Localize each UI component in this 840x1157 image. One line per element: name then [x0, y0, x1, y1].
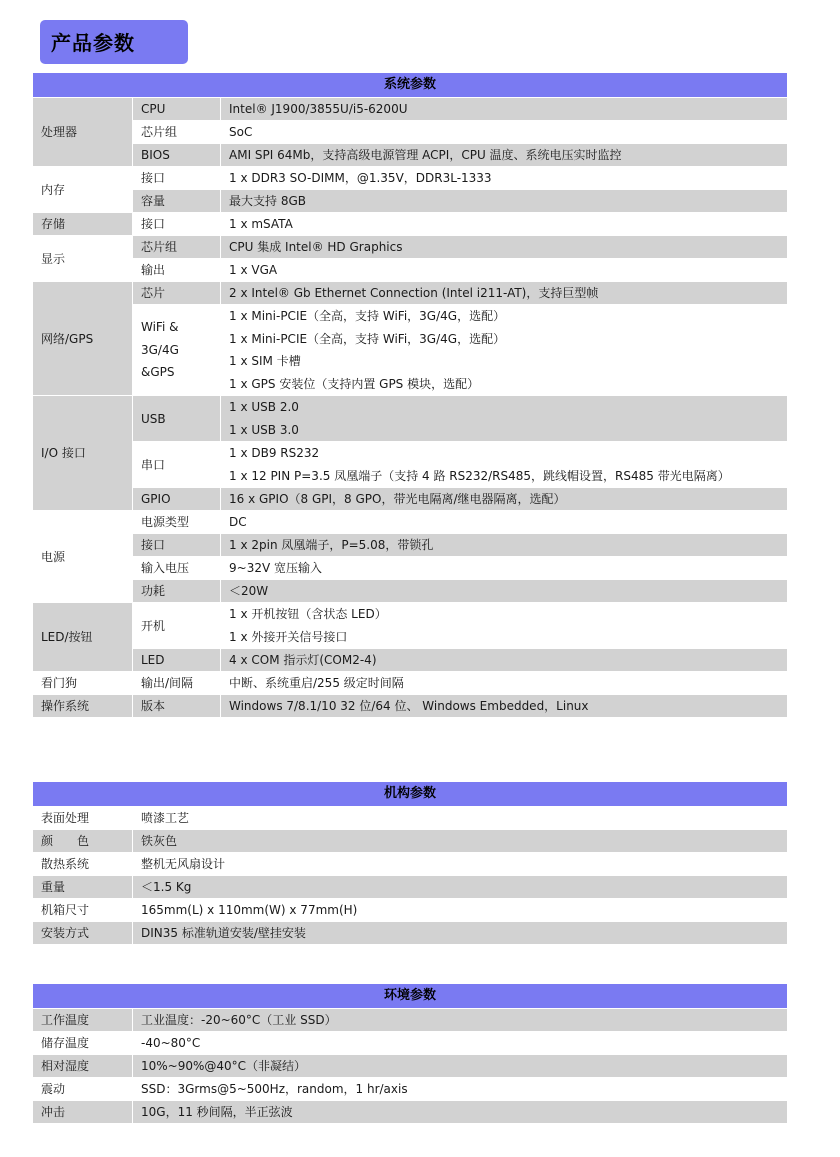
storage-interface-label: 接口: [133, 213, 221, 236]
category-processor: 处理器: [33, 98, 133, 167]
power-voltage-label: 输入电压: [133, 557, 221, 580]
category-network: 网络/GPS: [33, 282, 133, 396]
power-interface-label: 接口: [133, 534, 221, 557]
env-value: 工业温度：-20~60°C（工业 SSD）: [133, 1009, 788, 1032]
system-specs-heading: 系统参数: [33, 73, 788, 98]
os-value: Windows 7/8.1/10 32 位/64 位、 Windows Embedded，Linux: [221, 695, 788, 718]
chipset-value: SoC: [221, 121, 788, 144]
category-power: 电源: [33, 511, 133, 603]
wireless-value-line: 1 x Mini-PCIE（全高，支持 WiFi，3G/4G，选配）: [229, 331, 506, 346]
wireless-label-line: &GPS: [141, 365, 175, 380]
wireless-value-line: 1 x SIM 卡槽: [229, 354, 301, 368]
bios-label: BIOS: [133, 144, 221, 167]
power-button-value-line: 1 x 外接开关信号接口: [229, 629, 348, 644]
mech-label: 表面处理: [33, 807, 133, 830]
mechanical-specs-table: [32, 781, 788, 945]
os-label: 版本: [133, 695, 221, 718]
power-consumption-label: 功耗: [133, 580, 221, 603]
mech-value: 整机无风扇设计: [133, 853, 788, 876]
power-button-value-line: 1 x 开机按钮（含状态 LED）: [229, 607, 387, 621]
chipset-label: 芯片组: [133, 121, 221, 144]
wireless-label-line: 3G/4G: [141, 342, 179, 357]
gpio-value: 16 x GPIO（8 GPI，8 GPO，带光电隔离/继电器隔离，选配）: [221, 488, 788, 511]
category-display: 显示: [33, 236, 133, 282]
cpu-value: Intel® J1900/3855U/i5-6200U: [221, 98, 788, 121]
wireless-label-line: WiFi &: [141, 320, 179, 335]
memory-capacity-value: 最大支持 8GB: [221, 190, 788, 213]
wireless-values: [221, 305, 788, 396]
mechanical-specs-heading: 机构参数: [33, 782, 788, 807]
power-consumption-value: ＜20W: [221, 580, 788, 603]
gpio-label: GPIO: [133, 488, 221, 511]
usb-values: [221, 396, 788, 442]
watchdog-label: 输出/间隔: [133, 672, 221, 695]
storage-interface-value: 1 x mSATA: [221, 213, 788, 236]
system-specs-table: [32, 72, 788, 718]
category-led-button: LED/按钮: [33, 603, 133, 672]
led-value: 4 x COM 指示灯(COM2-4): [221, 649, 788, 672]
env-value: 10%~90%@40°C（非凝结）: [133, 1055, 788, 1078]
led-label: LED: [133, 649, 221, 672]
power-button-label: 开机: [133, 603, 221, 649]
power-type-label: 电源类型: [133, 511, 221, 534]
serial-value-line: 1 x 12 PIN P=3.5 凤凰端子（支持 4 路 RS232/RS485，跳线帽设置，RS485 带光电隔离）: [229, 468, 730, 483]
power-interface-value: 1 x 2pin 凤凰端子，P=5.08，带锁孔: [221, 534, 788, 557]
memory-interface-label: 接口: [133, 167, 221, 190]
mech-label: 重量: [33, 876, 133, 899]
usb-value-line: 1 x USB 3.0: [229, 422, 299, 437]
category-storage: 存储: [33, 213, 133, 236]
category-memory: 内存: [33, 167, 133, 213]
category-os: 操作系统: [33, 695, 133, 718]
wireless-value-line: 1 x Mini-PCIE（全高，支持 WiFi，3G/4G，选配）: [229, 309, 506, 323]
display-output-value: 1 x VGA: [221, 259, 788, 282]
env-value: SSD：3Grms@5~500Hz，random，1 hr/axis: [133, 1078, 788, 1101]
environment-specs-table: [32, 983, 788, 1124]
category-watchdog: 看门狗: [33, 672, 133, 695]
power-button-values: [221, 603, 788, 649]
wireless-label: [133, 305, 221, 396]
mech-value: 铁灰色: [133, 830, 788, 853]
page-title: 产品参数: [40, 20, 188, 64]
power-type-value: DC: [221, 511, 788, 534]
mech-label: 安装方式: [33, 922, 133, 945]
serial-value-line: 1 x DB9 RS232: [229, 446, 320, 460]
mech-value: 喷漆工艺: [133, 807, 788, 830]
env-label: 储存温度: [33, 1032, 133, 1055]
power-voltage-value: 9~32V 宽压输入: [221, 557, 788, 580]
network-chip-value: 2 x Intel® Gb Ethernet Connection (Intel i211-AT)，支持巨型帧: [221, 282, 788, 305]
memory-interface-value: 1 x DDR3 SO-DIMM，@1.35V，DDR3L-1333: [221, 167, 788, 190]
display-output-label: 输出: [133, 259, 221, 282]
serial-values: [221, 442, 788, 488]
environment-specs-heading: 环境参数: [33, 984, 788, 1009]
mech-value: 165mm(L) x 110mm(W) x 77mm(H): [133, 899, 788, 922]
mech-value: ＜1.5 Kg: [133, 876, 788, 899]
mech-value: DIN35 标准轨道安装/壁挂安装: [133, 922, 788, 945]
watchdog-value: 中断、系统重启/255 级定时间隔: [221, 672, 788, 695]
memory-capacity-label: 容量: [133, 190, 221, 213]
serial-label: 串口: [133, 442, 221, 488]
env-label: 相对湿度: [33, 1055, 133, 1078]
display-chipset-value: CPU 集成 Intel® HD Graphics: [221, 236, 788, 259]
usb-value-line: 1 x USB 2.0: [229, 400, 299, 414]
bios-value: AMI SPI 64Mb，支持高级电源管理 ACPI，CPU 温度、系统电压实时监控: [221, 144, 788, 167]
category-io: I/O 接口: [33, 396, 133, 511]
cpu-label: CPU: [133, 98, 221, 121]
mech-label: 机箱尺寸: [33, 899, 133, 922]
wireless-value-line: 1 x GPS 安装位（支持内置 GPS 模块，选配）: [229, 376, 480, 391]
env-value: 10G，11 秒间隔，半正弦波: [133, 1101, 788, 1124]
env-value: -40~80°C: [133, 1032, 788, 1055]
mech-label: 颜 色: [33, 830, 133, 853]
display-chipset-label: 芯片组: [133, 236, 221, 259]
env-label: 工作温度: [33, 1009, 133, 1032]
env-label: 震动: [33, 1078, 133, 1101]
mech-label: 散热系统: [33, 853, 133, 876]
network-chip-label: 芯片: [133, 282, 221, 305]
usb-label: USB: [133, 396, 221, 442]
env-label: 冲击: [33, 1101, 133, 1124]
